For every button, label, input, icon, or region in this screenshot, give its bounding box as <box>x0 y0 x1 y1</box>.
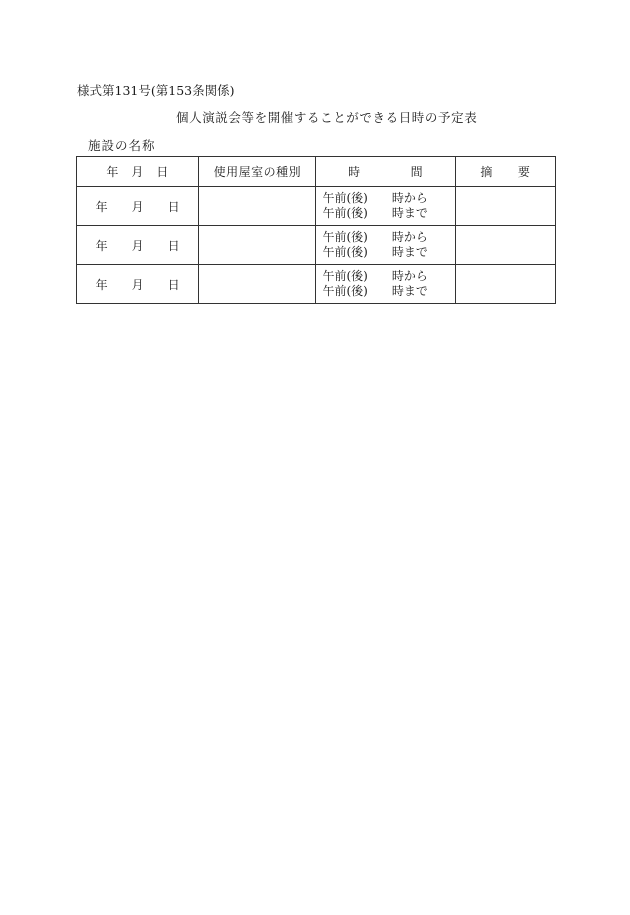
document-title: 個人演説会等を開催することができる日時の予定表 <box>176 110 478 125</box>
note-cell <box>455 226 555 265</box>
facility-name-label: 施設の名称 <box>88 138 156 153</box>
room-cell <box>199 265 316 304</box>
header-date: 年 月 日 <box>77 157 199 187</box>
date-cell: 年 月 日 <box>77 226 199 265</box>
note-cell <box>455 265 555 304</box>
time-to: 午前(後) 時まで <box>322 245 428 259</box>
time-cell <box>316 187 455 226</box>
time-from: 午前(後) 時から <box>322 230 428 244</box>
table-row <box>77 265 556 304</box>
date-cell: 年 月 日 <box>77 187 199 226</box>
form-number: 様式第131号(第153条関係) <box>77 83 235 98</box>
schedule-table <box>76 156 556 304</box>
time-to: 午前(後) 時まで <box>322 284 428 298</box>
table-row <box>77 226 556 265</box>
table-row <box>77 187 556 226</box>
time-to: 午前(後) 時まで <box>322 206 428 220</box>
header-room-type: 使用屋室の種別 <box>199 157 316 187</box>
room-cell <box>199 226 316 265</box>
table-header-row <box>77 157 556 187</box>
header-note: 摘 要 <box>455 157 555 187</box>
time-cell <box>316 226 455 265</box>
date-cell: 年 月 日 <box>77 265 199 304</box>
room-cell <box>199 187 316 226</box>
note-cell <box>455 187 555 226</box>
header-time: 時 間 <box>316 157 455 187</box>
time-from: 午前(後) 時から <box>322 269 428 283</box>
time-from: 午前(後) 時から <box>322 191 428 205</box>
time-cell <box>316 265 455 304</box>
